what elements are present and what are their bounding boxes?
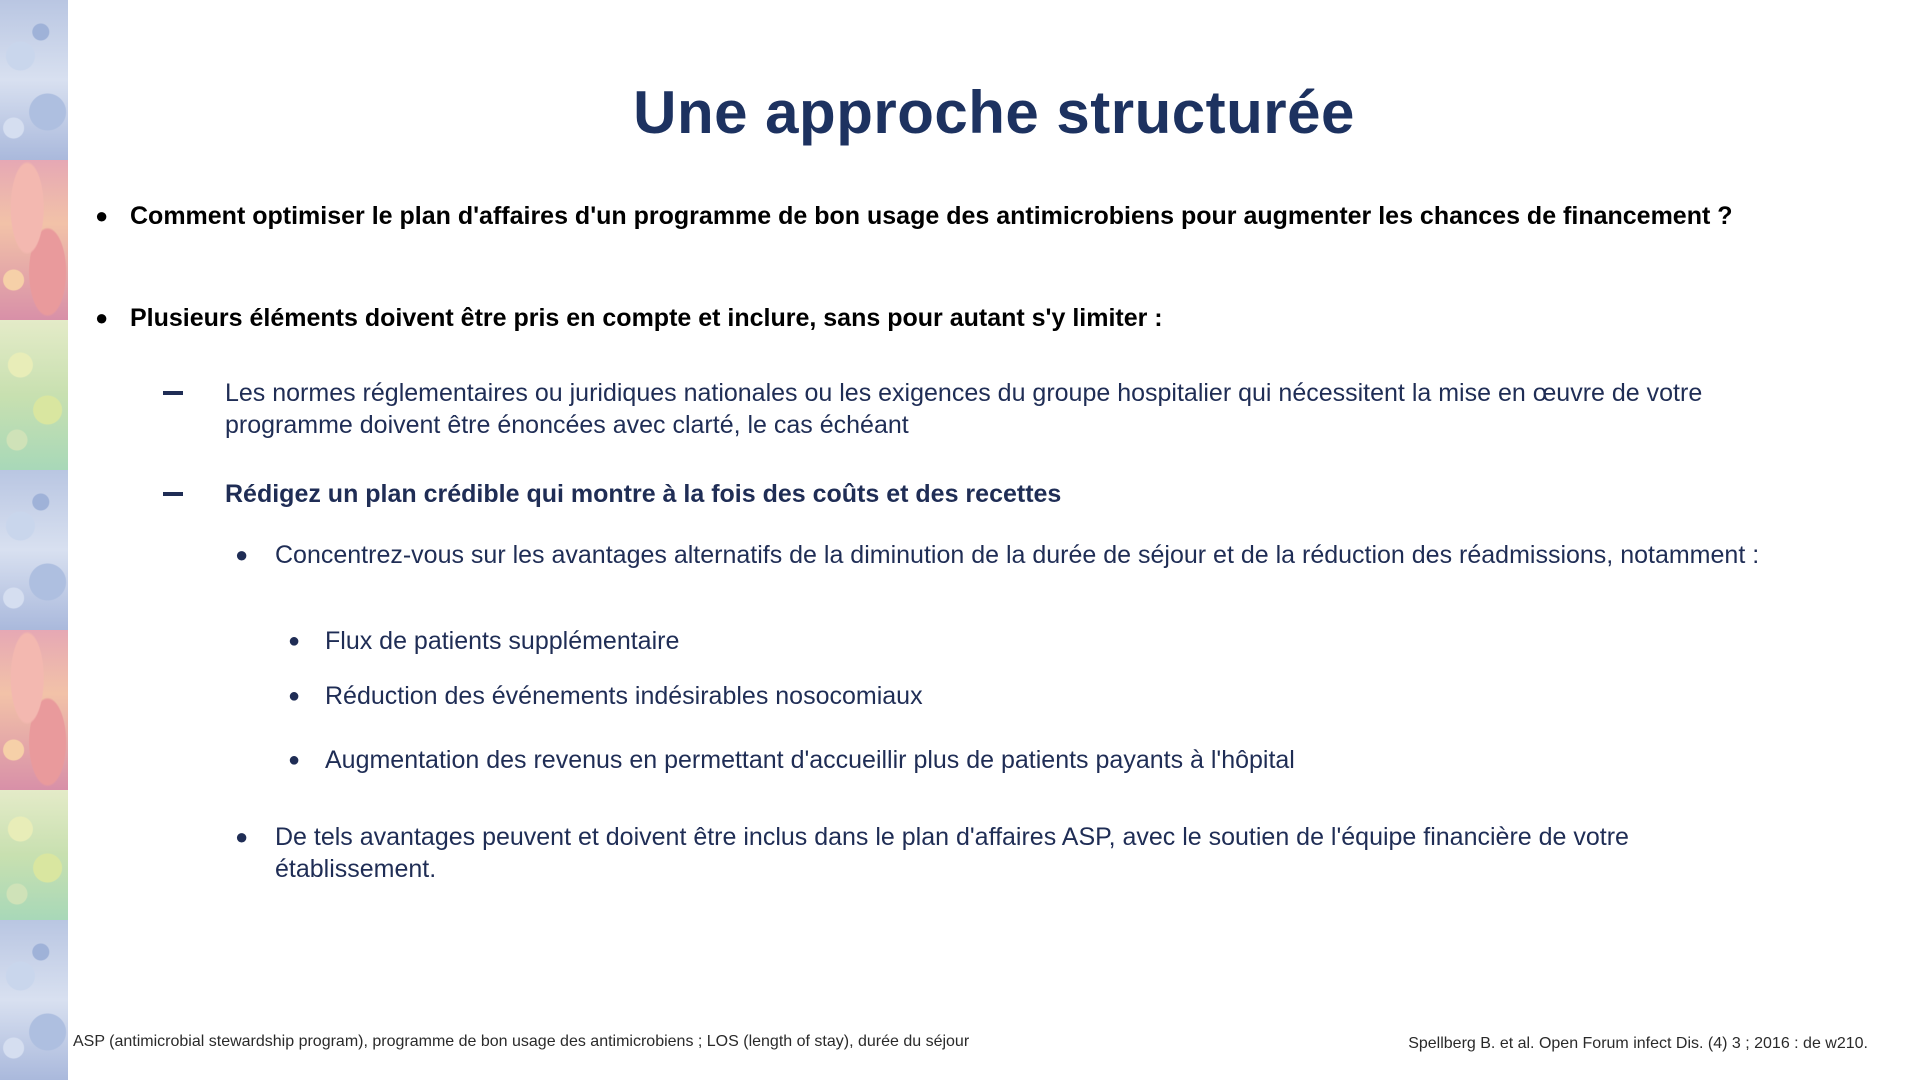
dash-icon	[163, 391, 183, 395]
strip-image-segment	[0, 320, 68, 470]
footnote-reference: Spellberg B. et al. Open Forum infect Dis. (4) 3 ; 2016 : de w210.	[1408, 1035, 1868, 1052]
bullet-dot-icon: ●	[288, 630, 301, 652]
level4-text: Augmentation des revenus en permettant d'accueillir plus de patients payants à l'hôpital	[325, 746, 1295, 774]
sub-item-text: Rédigez un plan crédible qui montre à la fois des coûts et des recettes	[225, 480, 1062, 508]
bullet-dot-icon: ●	[288, 749, 301, 771]
strip-image-segment	[0, 0, 68, 160]
bullet-dot-icon: ●	[235, 824, 249, 849]
decorative-side-strip	[0, 0, 68, 1080]
bullet-dot-icon: ●	[235, 542, 249, 567]
strip-image-segment	[0, 790, 68, 920]
sub-item-text: Les normes réglementaires ou juridiques nationales ou les exigences du groupe hospitalier qui nécessitent la mise en œuvre de votre programme doivent être énoncées avec clarté, le cas échéant	[225, 379, 1703, 439]
bullet-dot-icon: ●	[95, 203, 109, 228]
level3-text: Concentrez-vous sur les avantages alternatifs de la diminution de la durée de séjour et de la réduction des réadmissions, notamment :	[275, 541, 1760, 569]
footnote-abbreviations: ASP (antimicrobial stewardship program), programme de bon usage des antimicrobiens ; LOS (length of stay), durée du séjour	[73, 1033, 970, 1050]
level4-text: Réduction des événements indésirables nosocomiaux	[325, 682, 923, 710]
bullet-text: Comment optimiser le plan d'affaires d'un programme de bon usage des antimicrobiens pour augmenter les chances de financement ?	[130, 202, 1733, 230]
level4-text: Flux de patients supplémentaire	[325, 627, 680, 655]
bullet-dot-icon: ●	[288, 685, 301, 707]
strip-image-segment	[0, 920, 68, 1080]
dash-icon	[163, 492, 183, 496]
bullet-text: Plusieurs éléments doivent être pris en compte et inclure, sans pour autant s'y limiter :	[130, 304, 1163, 332]
slide-title: Une approche structurée	[633, 79, 1355, 146]
level3-text: De tels avantages peuvent et doivent être inclus dans le plan d'affaires ASP, avec le soutien de l'équipe financière de votre établissement.	[275, 823, 1629, 883]
bullet-dot-icon: ●	[95, 305, 109, 330]
strip-image-segment	[0, 160, 68, 320]
strip-image-segment	[0, 470, 68, 630]
strip-image-segment	[0, 630, 68, 790]
